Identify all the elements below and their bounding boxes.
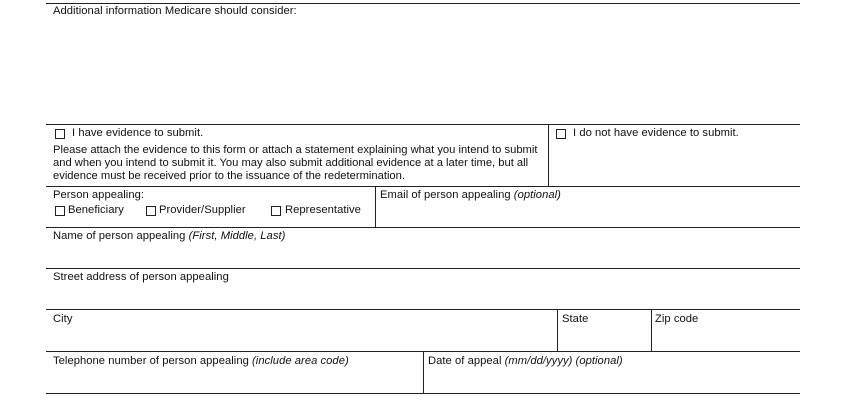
- email-label-text: Email of person appealing: [380, 189, 511, 201]
- evidence-top-rule: [46, 124, 800, 125]
- telephone-field[interactable]: [47, 369, 422, 392]
- email-divider: [375, 186, 376, 227]
- zip-divider: [651, 309, 652, 351]
- bottom-rule: [46, 393, 800, 394]
- beneficiary-checkbox[interactable]: [55, 206, 65, 216]
- provider-supplier-checkbox[interactable]: [146, 206, 156, 216]
- no-evidence-label: I do not have evidence to submit.: [573, 127, 739, 139]
- additional-info-field[interactable]: [47, 20, 799, 122]
- name-field[interactable]: [47, 245, 799, 267]
- evidence-instructions: Please attach the evidence to this form or attach a statement explaining what you intend to submit and when you intend to submit it. You may also submit additional evidence at a later time, but all evidence must be received prior to the issuance of the redetermination.: [53, 144, 538, 183]
- date-label-text: Date of appeal: [428, 355, 502, 367]
- date-label-qualifier: (mm/dd/yyyy) (optional): [504, 355, 623, 367]
- telephone-label-text: Telephone number of person appealing: [53, 355, 249, 367]
- date-divider: [423, 351, 424, 393]
- city-label: City: [53, 313, 73, 325]
- provider-supplier-label: Provider/Supplier: [159, 204, 246, 216]
- name-label-text: Name of person appealing: [53, 230, 186, 242]
- person-top-rule: [46, 186, 800, 187]
- zip-label: Zip code: [655, 313, 699, 325]
- representative-checkbox[interactable]: [271, 206, 281, 216]
- zip-field[interactable]: [653, 327, 799, 350]
- have-evidence-label: I have evidence to submit.: [72, 127, 204, 139]
- have-evidence-checkbox[interactable]: [55, 129, 65, 139]
- person-appealing-label: Person appealing:: [53, 189, 145, 201]
- state-field[interactable]: [559, 327, 650, 350]
- street-label: Street address of person appealing: [53, 271, 229, 283]
- street-top-rule: [46, 268, 800, 269]
- date-field[interactable]: [425, 369, 799, 392]
- top-rule: [46, 3, 800, 4]
- telephone-label: [53, 355, 349, 368]
- no-evidence-checkbox[interactable]: [556, 129, 566, 139]
- street-field[interactable]: [47, 286, 799, 308]
- name-top-rule: [46, 227, 800, 228]
- email-label: [380, 189, 561, 202]
- email-field[interactable]: [377, 203, 799, 226]
- representative-label: Representative: [285, 204, 361, 216]
- email-label-qualifier: (optional): [513, 189, 561, 201]
- city-top-rule: [46, 309, 800, 310]
- telephone-label-qualifier: (include area code): [252, 355, 349, 367]
- state-divider: [557, 309, 558, 351]
- additional-info-label: Additional information Medicare should consider:: [53, 5, 297, 17]
- evidence-divider: [548, 124, 549, 186]
- beneficiary-label: Beneficiary: [68, 204, 124, 216]
- date-label: [428, 355, 623, 368]
- name-label-qualifier: (First, Middle, Last): [188, 230, 286, 242]
- name-label: [53, 230, 285, 243]
- city-field[interactable]: [47, 327, 556, 350]
- state-label: State: [562, 313, 589, 325]
